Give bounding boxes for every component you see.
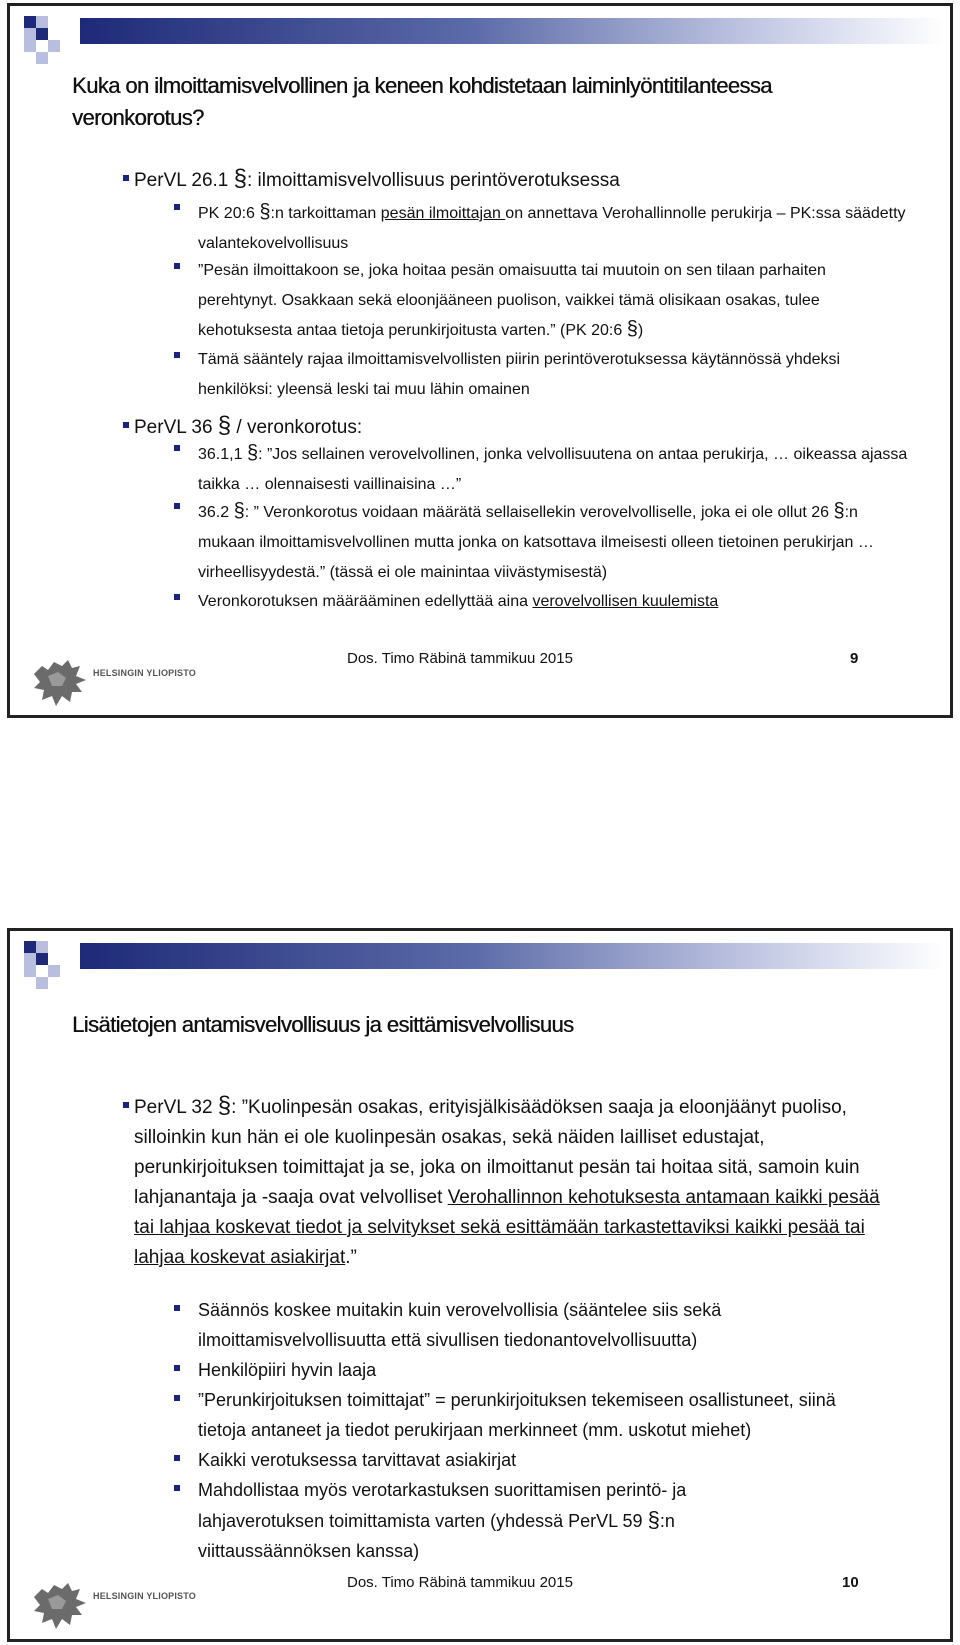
square-bullet-icon [174,204,180,210]
sub-bullet-item: ”Perunkirjoituksen toimittajat” = perunkirjoituksen tekemiseen osallistuneet, siinä tietoja antaneet ja tiedot perukirjaan merkinneet (mm. uskotut miehet) [198,1385,888,1445]
sub-bullet-item: Säännös koskee muitakin kuin verovelvollisia (sääntelee siis sekä ilmoittamisvelvollisuutta että sivullisen tiedonantovelvollisuutta) [198,1295,888,1355]
helsinki-university-logo [28,1577,92,1637]
university-logo [28,1577,196,1637]
sub-bullet-item: PK 20:6 §:n tarkoittaman pesän ilmoittajan on annettava Verohallinnolle perukirja – PK:ssa säädetty valantekovelvollisuus [198,197,908,259]
square-bullet-icon [174,352,180,358]
square-bullet-icon [174,263,180,269]
square-bullet-icon [174,1485,180,1491]
sub-bullet-item: ”Pesän ilmoittakoon se, joka hoitaa pesän omaisuutta tai muutoin on sen tilaan parhaiten perehtynyt. Osakkaan sekä eloonjääneen puolison, vaikkei tämä olisikaan osakas, tulee kehotuksesta antaa tietoja perunkirjoitusta varten.” (PK 20:6 §) [198,256,908,346]
footer-text: Dos. Timo Räbinä tammikuu 2015 [347,650,573,667]
bullet-item: PerVL 36 § / veronkorotus: [134,414,914,440]
slide-9 [7,3,953,718]
bullet-item: PerVL 26.1 §: ilmoittamisvelvollisuus perintöverotuksessa [134,167,914,193]
square-bullet-icon [174,503,180,509]
helsinki-university-logo [28,654,92,714]
bullet-item: PerVL 32 §: ”Kuolinpesän osakas, erityisjälkisäädöksen saaja ja eloonjäänyt puoliso, silloinkin kun hän ei ole kuolinpesän osakas, sekä näiden lailliset edustajat, perunkirjoituksen toimittajat ja se, joka on ilmoittanut pesän tai hoitaa sitä, samoin kuin lahjanantaja ja -saaja ovat velvolliset Verohallinnon kehotuksesta antamaan kaikki pesää tai lahjaa koskevat tiedot ja selvitykset sekä esittämään tarkastettaviksi kaikki pesää tai lahjaa koskevat asiakirjat.” [134,1091,894,1273]
sub-bullet-item: 36.2 §: ” Veronkorotus voidaan määrätä sellaisellekin verovelvolliselle, joka ei ole ollut 26 §:n mukaan ilmoittamisvelvollinen mutta jonka on katsottava ilmeisesti olleen tietoinen perukirjan … virheellisyydestä.” (tässä ei ole mainintaa viivästymisestä) [198,496,908,588]
square-bullet-icon [123,1102,129,1108]
square-bullet-icon [123,175,129,181]
sub-bullet-item: Veronkorotuksen määrääminen edellyttää aina verovelvollisen kuulemista [198,587,908,617]
slide-10 [7,928,953,1642]
square-bullet-icon [174,1365,180,1371]
square-bullet-icon [174,1395,180,1401]
corner-decoration [18,931,54,987]
university-logo [28,654,196,714]
page-number: 9 [850,650,859,667]
slide-title: Lisätietojen antamisvelvollisuus ja esittämisvelvollisuus [72,1012,574,1037]
sub-bullet-item: Tämä sääntely rajaa ilmoittamisvelvollisten piirin perintöverotuksessa käytännössä yhdeksi henkilöksi: yleensä leski tai muu lähin omainen [198,345,908,405]
square-bullet-icon [123,422,129,428]
page-number: 10 [842,1574,859,1591]
logo-text: HELSINGIN YLIOPISTO [93,668,196,678]
square-bullet-icon [174,594,180,600]
sub-bullet-item: 36.1,1 §: ”Jos sellainen verovelvollinen, jonka velvollisuutena on antaa perukirja, … oikeassa ajassa taikka … olennaisesti vaillinaisina …” [198,438,908,500]
sub-bullet-item: Kaikki verotuksessa tarvittavat asiakirjat [198,1445,888,1475]
sub-bullet-item: Henkilöpiiri hyvin laaja [198,1355,888,1385]
slide-title: Kuka on ilmoittamisvelvollinen ja keneen kohdistetaan laiminlyöntitilanteessa veronkorotus? [72,73,772,130]
square-bullet-icon [174,445,180,451]
logo-text: HELSINGIN YLIOPISTO [93,1591,196,1601]
footer-text: Dos. Timo Räbinä tammikuu 2015 [347,1574,573,1591]
corner-decoration [18,6,54,62]
square-bullet-icon [174,1305,180,1311]
sub-bullet-item: Mahdollistaa myös verotarkastuksen suorittamisen perintö- ja lahjaverotuksen toimittamista varten (yhdessä PerVL 59 §:n viittaussäännöksen kanssa) [198,1475,798,1566]
square-bullet-icon [174,1455,180,1461]
header-gradient-bar [80,18,946,44]
header-gradient-bar [80,943,946,969]
